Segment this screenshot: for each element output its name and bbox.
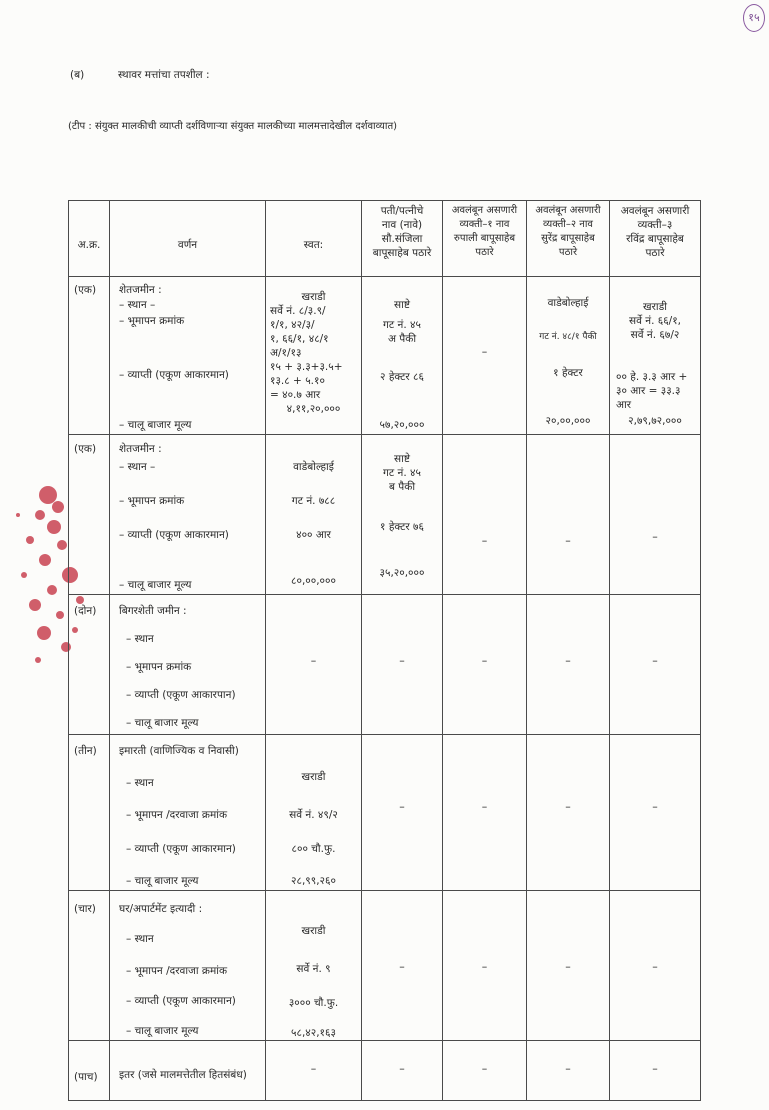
row6-title: इतर (जसे मालमत्तेतील हितसंबंध) <box>119 1069 247 1081</box>
row5-spouse-value: – <box>399 960 405 973</box>
row5-dep1-value: – <box>481 960 488 973</box>
row1-label-location: – स्थान – <box>119 299 156 311</box>
section-title: स्थावर मत्तांचा तपशील : <box>118 69 210 81</box>
row4-label-location: – स्थान <box>126 777 154 789</box>
row2-dep1-value: – <box>481 534 488 547</box>
row4-dep1-value: – <box>481 800 488 813</box>
header-dependent-3: अवलंबून असणारी व्यक्ती–३ रविंद्र बापूसाहेब पठारे <box>620 205 690 259</box>
row5-label-location: – स्थान <box>126 933 154 945</box>
row5-label-market: – चालू बाजार मूल्य <box>126 1025 199 1037</box>
row1-dep1-value: – <box>481 345 488 358</box>
row2-label-location: – स्थान – <box>119 461 156 473</box>
row4-serial: (तीन) <box>74 745 97 757</box>
row3-dep1-value: – <box>481 654 488 667</box>
row1-title: शेतजमीन : <box>119 284 162 296</box>
row4-label-survey: – भूमापन /दरवाजा क्रमांक <box>126 809 228 821</box>
row1-label-area: – व्याप्ती (एकूण आकारमान) <box>119 369 229 381</box>
row1-dep3: खराडी सर्वे नं. ६६/१, सर्वे नं. ६७/२ <box>628 301 682 341</box>
row4-label-area: – व्याप्ती (एकूण आकारमान) <box>126 843 236 855</box>
row2-label-area: – व्याप्ती (एकूण आकारमान) <box>119 529 229 541</box>
header-spouse: पती/पत्नीचे नाव (नावे) सौ.संजिला बापूसाहेब पठारे <box>372 205 432 259</box>
header-serial: अ.क्र. <box>77 239 101 251</box>
row4-dep3-value: – <box>652 800 658 813</box>
row2-spouse-area: १ हेक्टर ७६ <box>380 521 424 533</box>
row2-dep3-value: – <box>652 530 658 543</box>
row6-dep3-value: – <box>652 1062 658 1075</box>
row1-spouse-survey: गट नं. ४५ अ पैकी <box>383 319 421 345</box>
red-stamp-smudge <box>0 455 110 695</box>
row2-spouse-market: ३५,२०,००० <box>379 567 425 579</box>
row1-dep2-market: २०,००,००० <box>545 415 591 427</box>
row3-serial: (दोन) <box>74 605 97 617</box>
row2-self-area: ४०० आर <box>296 529 331 541</box>
row6-dep2-value: – <box>565 1062 571 1075</box>
row3-label-location: – स्थान <box>126 633 154 645</box>
row5-dep2-value: – <box>565 960 571 973</box>
row5-self-location: खराडी <box>301 925 326 937</box>
row1-dep3-market: २,७९,७२,००० <box>628 415 682 427</box>
row1-dep2-location: वाडेबोल्हाई <box>547 297 589 309</box>
row2-spouse-location: साष्टे <box>394 453 410 465</box>
row1-dep2-survey: गट नं. ४८/१ पैकी <box>539 332 597 342</box>
row4-spouse-value: – <box>399 800 405 813</box>
row2-self-market: ८०,००,००० <box>291 575 336 587</box>
row6-spouse-value: – <box>399 1062 405 1075</box>
row1-spouse-location: साष्टे <box>394 299 410 311</box>
header-dependent-1: अवलंबून असणारी व्यक्ती–१ नाव रुपाली बापूसाहेब पठारे <box>451 205 518 258</box>
row5-dep3-value: – <box>652 960 658 973</box>
row1-self: खराडी सर्वे नं. ८/३.९/ १/१, ४२/३/ १, ६६/१, ४८/१ अ/१/१३ १५ + ३.३+३.५+ १३.८ + ५.१० = ४०.७ आर ४,११,२०,००० <box>270 291 343 415</box>
row6-serial: (पाच) <box>74 1071 98 1083</box>
row5-self-market: ५८,४२,१६३ <box>291 1027 336 1039</box>
row1-label-market: – चालू बाजार मूल्य <box>119 419 192 431</box>
note-text: (टीप : संयुक्त मालकीची व्याप्ती दर्शविणाऱ्या संयुक्त मालकीच्या मालमत्तादेखील दर्शवाव्यात) <box>68 121 398 132</box>
row1-dep3-area: ०० हे. ३.३ आर + ३० आर = ३३.३ आर <box>616 371 688 411</box>
row1-spouse-market: ५७,२०,००० <box>379 419 425 431</box>
row6-self-value: – <box>310 1062 317 1075</box>
row4-self-location: खराडी <box>301 771 326 783</box>
row2-title: शेतजमीन : <box>119 443 162 455</box>
row4-self-market: २८,९९,२६० <box>291 875 336 887</box>
row6-dep1-value: – <box>481 1062 488 1075</box>
row5-serial: (चार) <box>74 903 96 915</box>
row5-self-survey: सर्वे नं. ९ <box>296 963 331 975</box>
row3-title: बिगरशेती जमीन : <box>119 605 187 617</box>
page-number: १५ <box>743 4 765 32</box>
row1-dep2-area: १ हेक्टर <box>553 367 583 379</box>
row5-self-area: ३००० चौ.फु. <box>288 997 339 1009</box>
row2-self-survey: गट नं. ७८८ <box>291 495 336 507</box>
row4-title: इमारती (वाणिज्यिक व निवासी) <box>119 745 239 757</box>
row3-dep3-value: – <box>652 654 658 667</box>
row3-label-market: – चालू बाजार मूल्य <box>126 717 199 729</box>
row3-dep2-value: – <box>565 654 571 667</box>
row2-spouse-survey: गट नं. ४५ ब पैकी <box>383 467 421 493</box>
section-label: (ब) <box>70 69 85 81</box>
header-description: वर्णन <box>177 239 198 251</box>
row3-label-survey: – भूमापन क्रमांक <box>126 661 192 673</box>
row2-label-survey: – भूमापन क्रमांक <box>119 495 185 507</box>
row4-label-market: – चालू बाजार मूल्य <box>126 875 199 887</box>
row4-dep2-value: – <box>565 800 571 813</box>
row1-label-survey: – भूमापन क्रमांक <box>119 315 185 327</box>
row2-serial: (एक) <box>74 443 97 455</box>
row4-self-survey: सर्वे नं. ४९/२ <box>289 809 338 821</box>
row4-self-area: ८०० चौ.फु. <box>291 843 336 855</box>
row1-serial: (एक) <box>74 284 97 296</box>
row3-self-value: – <box>310 654 317 667</box>
row2-dep2-value: – <box>565 534 571 547</box>
header-self: स्वत: <box>303 239 324 251</box>
row2-self-location: वाडेबोल्हाई <box>293 461 334 473</box>
header-dependent-2: अवलंबून असणारी व्यक्ती–२ नाव सुरेंद्र बापूसाहेब पठारे <box>535 205 601 258</box>
row2-label-market: – चालू बाजार मूल्य <box>119 579 192 591</box>
row3-spouse-value: – <box>399 654 405 667</box>
row3-label-area: – व्याप्ती (एकूण आकारपान) <box>126 689 236 701</box>
row5-title: घर/अपार्टमेंट इत्यादी : <box>119 903 203 915</box>
row5-label-area: – व्याप्ती (एकूण आकारमान) <box>126 995 236 1007</box>
row5-label-survey: – भूमापन /दरवाजा क्रमांक <box>126 965 228 977</box>
row1-spouse-area: २ हेक्टर ८६ <box>380 371 424 383</box>
